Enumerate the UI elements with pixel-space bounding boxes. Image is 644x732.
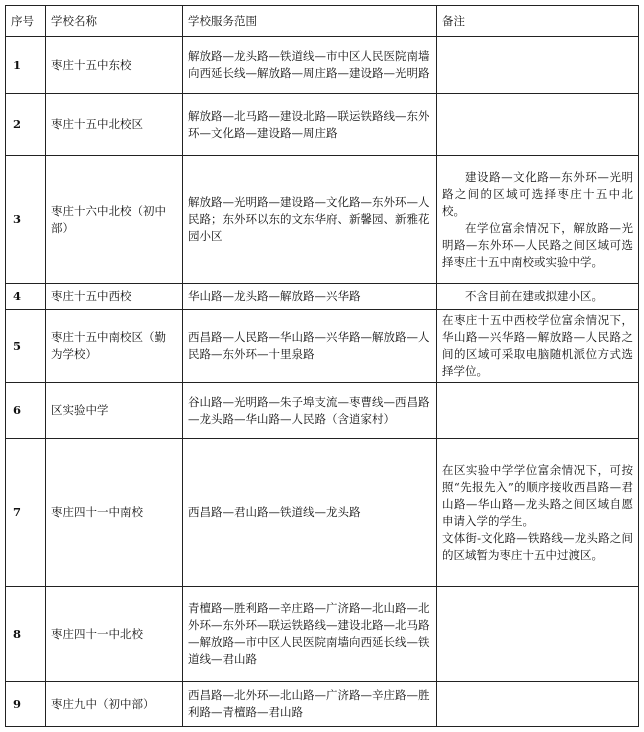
note-paragraph: 在区实验中学学位富余情况下，可按照“先报先入”的顺序接收西昌路—君山路—华山路—龙头路之间区域自愿申请入学的学生。	[442, 462, 633, 528]
row-number: 9	[6, 682, 46, 727]
table-row	[6, 284, 639, 310]
note-paragraph: 文体街-文化路—铁路线—龙头路之间的区域暂为枣庄十五中过渡区。	[442, 530, 633, 562]
table-row	[6, 383, 639, 439]
row-number: 2	[6, 94, 46, 156]
service-scope: 华山路—龙头路—解放路—兴华路	[183, 284, 437, 310]
service-scope: 西昌路—北外环—北山路—广济路—辛庄路—胜利路—青檀路—君山路	[183, 682, 437, 727]
school-name: 区实验中学	[46, 383, 183, 439]
service-scope: 西昌路—君山路—铁道线—龙头路	[183, 439, 437, 587]
service-scope: 西昌路—人民路—华山路—兴华路—解放路—人民路—东外环—十里泉路	[183, 310, 437, 383]
header-school-name: 学校名称	[46, 6, 183, 37]
notes-cell	[437, 94, 639, 156]
service-scope: 谷山路—光明路—朱子埠支流—枣曹线—西昌路—龙头路—华山路—人民路（含逍家村）	[183, 383, 437, 439]
note-paragraph: 在枣庄十五中西校学位富余情况下，华山路—兴华路—解放路—人民路之间的区域可采取电脑随机派位方式选择学位。	[442, 313, 633, 378]
notes-cell	[437, 310, 639, 383]
notes-cell	[437, 37, 639, 94]
school-name: 枣庄十五中北校区	[46, 94, 183, 156]
notes-cell	[437, 383, 639, 439]
notes-cell	[437, 439, 639, 587]
notes-cell	[437, 156, 639, 284]
header-notes: 备注	[437, 6, 639, 37]
table-header-row	[6, 6, 639, 37]
table-row	[6, 310, 639, 383]
table-row	[6, 587, 639, 682]
table-row	[6, 94, 639, 156]
notes-cell	[437, 284, 639, 310]
row-number: 1	[6, 37, 46, 94]
school-name: 枣庄十五中南校区（勤为学校）	[46, 310, 183, 383]
row-number: 7	[6, 439, 46, 587]
row-number: 3	[6, 156, 46, 284]
table-row	[6, 682, 639, 727]
school-name: 枣庄十五中西校	[46, 284, 183, 310]
note-paragraph: 在学位富余情况下，解放路—光明路—东外环—人民路之间区域可选择枣庄十五中南校或实验中学。	[442, 220, 633, 269]
school-name: 枣庄四十一中北校	[46, 587, 183, 682]
row-number: 5	[6, 310, 46, 383]
service-scope: 解放路—龙头路—铁道线—市中区人民医院南墙向西延长线—解放路—周庄路—建设路—光明路	[183, 37, 437, 94]
note-paragraph: 不含目前在建或拟建小区。	[465, 289, 603, 303]
school-name: 枣庄四十一中南校	[46, 439, 183, 587]
row-number: 6	[6, 383, 46, 439]
school-name: 枣庄九中（初中部）	[46, 682, 183, 727]
table-row	[6, 37, 639, 94]
service-scope: 解放路—光明路—建设路—文化路—东外环—人民路；东外环以东的文东华府、新馨园、新雅花园小区	[183, 156, 437, 284]
service-scope: 青檀路—胜利路—辛庄路—广济路—北山路—北外环—东外环—联运铁路线—建设北路—北马路—解放路—市中区人民医院南墙向西延长线—铁道线—君山路	[183, 587, 437, 682]
school-district-table	[5, 5, 639, 727]
notes-cell	[437, 587, 639, 682]
row-number: 4	[6, 284, 46, 310]
header-number: 序号	[6, 6, 46, 37]
row-number: 8	[6, 587, 46, 682]
notes-cell	[437, 682, 639, 727]
table-row	[6, 439, 639, 587]
header-service-scope: 学校服务范围	[183, 6, 437, 37]
school-name: 枣庄十五中东校	[46, 37, 183, 94]
school-name: 枣庄十六中北校（初中部）	[46, 156, 183, 284]
service-scope: 解放路—北马路—建设北路—联运铁路线—东外环—文化路—建设路—周庄路	[183, 94, 437, 156]
table-row	[6, 156, 639, 284]
note-paragraph: 建设路—文化路—东外环—光明路之间的区域可选择枣庄十五中北校。	[442, 169, 633, 218]
